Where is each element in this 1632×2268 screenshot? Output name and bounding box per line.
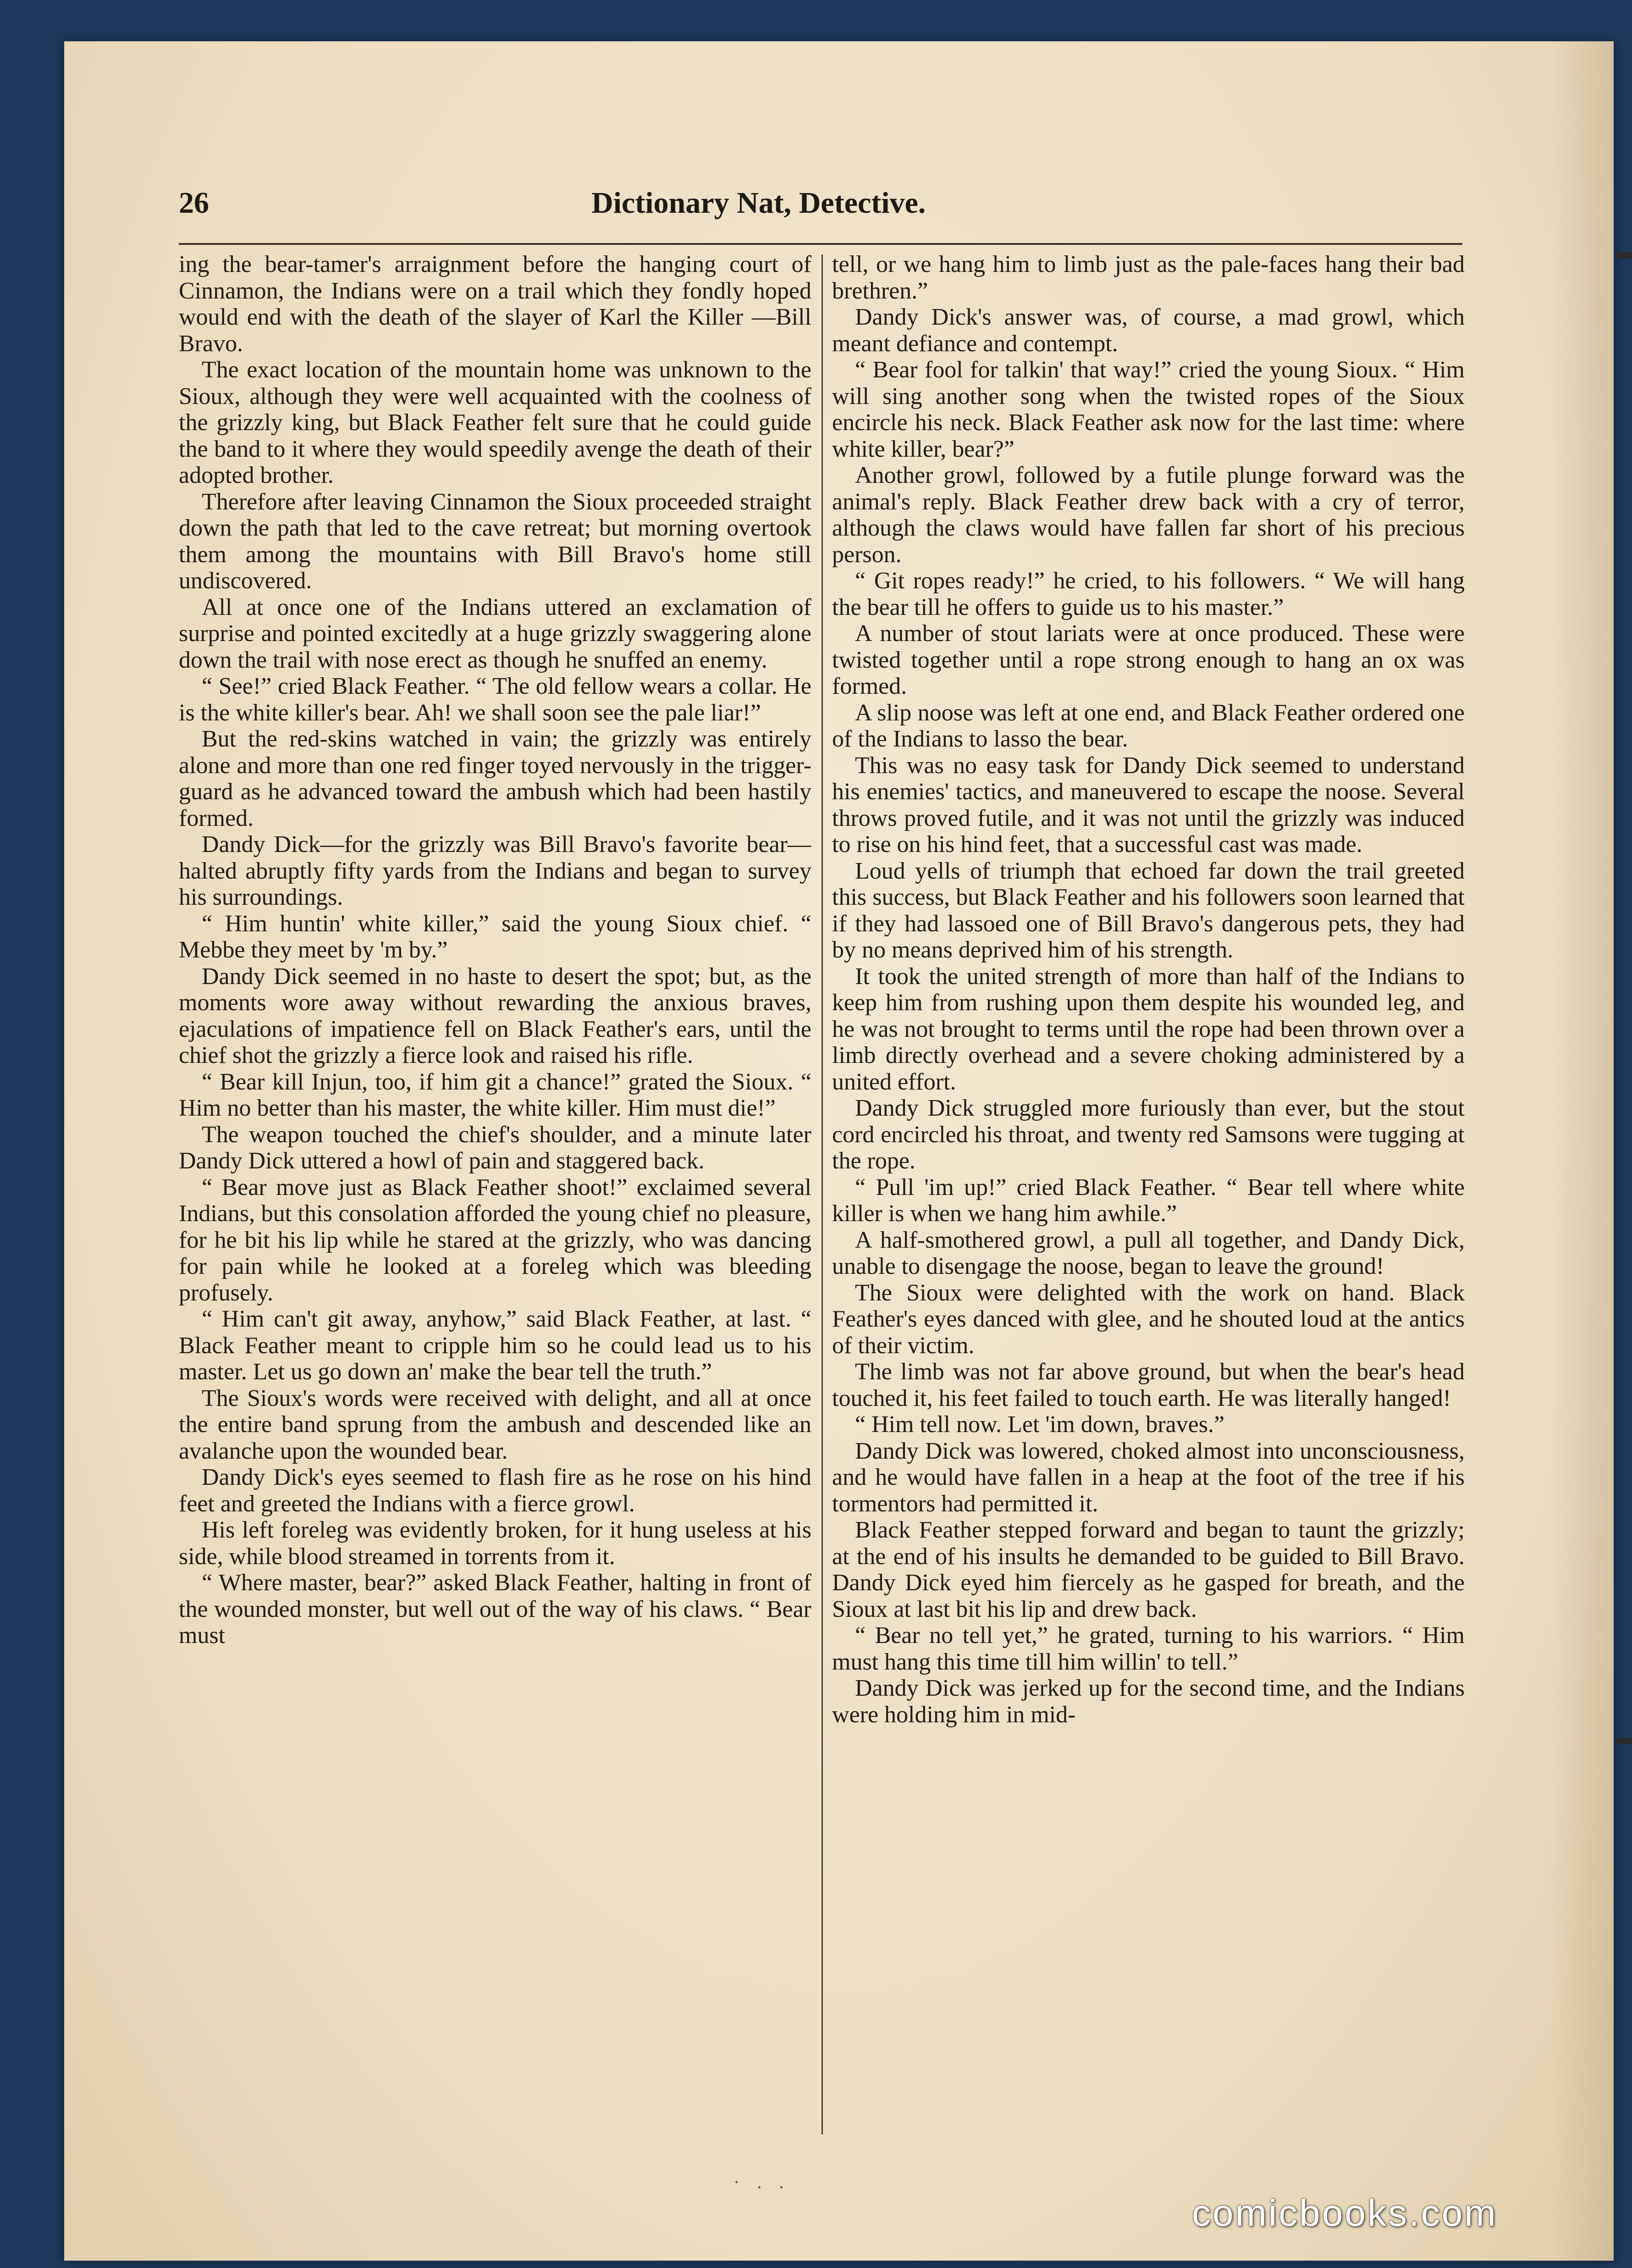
binding-stitch [1616, 252, 1632, 259]
paragraph: Therefore after leaving Cinnamon the Sioux proceeded straight down the path that led to the cave retreat; but morning overtook them among the mountains with Bill Bravo's home still undiscovered. [179, 488, 811, 594]
paragraph: A number of stout lariats were at once produced. These were twisted together until a rope strong enough to hang an ox was formed. [832, 620, 1465, 699]
paragraph: “ Bear kill Injun, too, if him git a chance!” grated the Sioux. “ Him no better than his master, the white killer. Him must die!” [179, 1068, 811, 1121]
paragraph: His left foreleg was evidently broken, for it hung useless at his side, while blood streamed in torrents from it. [179, 1517, 811, 1570]
paragraph: “ Him can't git away, anyhow,” said Black Feather, at last. “ Black Feather meant to cripple him so he could lead us to his master. Let us go down an' make the bear tell the truth.” [179, 1306, 811, 1385]
paragraph: It took the united strength of more than half of the Indians to keep him from rushing upon them despite his wounded leg, and he was not brought to terms until the rope had been thrown over a limb directly overhead and a severe choking administered by a united effort. [832, 963, 1465, 1095]
paragraph: Dandy Dick's answer was, of course, a mad growl, which meant defiance and contempt. [832, 304, 1465, 357]
paragraph: Dandy Dick was jerked up for the second time, and the Indians were holding him in mid- [832, 1675, 1465, 1728]
paragraph: The exact location of the mountain home was unknown to the Sioux, although they were well acquainted with the coolness of the grizzly king, but Black Feather felt sure that he could guide the band to it where they would speedily avenge the death of their adopted brother. [179, 357, 811, 488]
paragraph: “ Git ropes ready!” he cried, to his followers. “ We will hang the bear till he offers to guide us to his master.” [832, 568, 1465, 620]
paragraph: “ Bear move just as Black Feather shoot!” exclaimed several Indians, but this consolation afforded the young chief no pleasure, for he bit his lip while he stared at the grizzly, who was dancing for pain while he looked at a foreleg which was bleeding profusely. [179, 1174, 811, 1306]
paragraph: All at once one of the Indians uttered an exclamation of surprise and pointed excitedly at a huge grizzly swaggering alone down the trail with nose erect as though he snuffed an enemy. [179, 594, 811, 673]
paragraph: “ Bear fool for talkin' that way!” cried the young Sioux. “ Him will sing another song when the twisted ropes of the Sioux encircle his neck. Black Feather ask now for the last time: where white killer, bear?” [832, 357, 1465, 462]
header-rule [179, 243, 1462, 245]
paragraph: A slip noose was left at one end, and Black Feather ordered one of the Indians to lasso the bear. [832, 699, 1465, 752]
paragraph: “ Him huntin' white killer,” said the young Sioux chief. “ Mebbe they meet by 'm by.” [179, 910, 811, 963]
paragraph: “ Where master, bear?” asked Black Feather, halting in front of the wounded monster, but well out of the way of his claws. “ Bear must [179, 1570, 811, 1648]
paragraph: Loud yells of triumph that echoed far down the trail greeted this success, but Black Feather and his followers soon learned that if they had lassoed one of Bill Bravo's dangerous pets, they had by no means deprived him of his strength. [832, 857, 1465, 963]
watermark: comicbooks.com [1192, 2192, 1498, 2234]
page-header [179, 186, 1077, 236]
paragraph: This was no easy task for Dandy Dick seemed to understand his enemies' tactics, and maneuvered to escape the noose. Several throws proved futile, and it was not until the grizzly was induced to rise on his hind feet, that a successful cast was made. [832, 752, 1465, 857]
paragraph: Dandy Dick was lowered, choked almost into unconsciousness, and he would have fallen in a heap at the foot of the tree if his tormentors had permitted it. [832, 1438, 1465, 1517]
paragraph: The weapon touched the chief's shoulder, and a minute later Dandy Dick uttered a howl of pain and staggered back. [179, 1121, 811, 1174]
paragraph: “ Bear no tell yet,” he grated, turning to his warriors. “ Him must hang this time till him willin' to tell.” [832, 1622, 1465, 1675]
column-divider [822, 254, 823, 2135]
paragraph: Dandy Dick—for the grizzly was Bill Bravo's favorite bear—halted abruptly fifty yards from the Indians and began to survey his surroundings. [179, 831, 811, 910]
page-dots: · . . [733, 2172, 790, 2192]
page-number: 26 [179, 186, 209, 220]
paragraph: The Sioux's words were received with delight, and all at once the entire band sprung from the ambush and descended like an avalanche upon the wounded bear. [179, 1385, 811, 1464]
binding-stitch [1616, 1738, 1632, 1744]
paragraph: “ Him tell now. Let 'im down, braves.” [855, 1411, 1225, 1438]
paragraph: But the red-skins watched in vain; the grizzly was entirely alone and more than one red finger toyed nervously in the trigger-guard as he advanced toward the ambush which had been hastily formed. [179, 726, 811, 831]
paragraph: A half-smothered growl, a pull all together, and Dandy Dick, unable to disengage the noose, began to leave the ground! [832, 1227, 1465, 1279]
paragraph: Black Feather stepped forward and began to taunt the grizzly; at the end of his insults he demanded to be guided to Bill Bravo. Dandy Dick eyed him fiercely as he gasped for breath, and the Sioux at last bit his lip and drew back. [832, 1517, 1465, 1622]
paragraph: Dandy Dick struggled more furiously than ever, but the stout cord encircled his throat, and twenty red Samsons were tugging at the rope. [832, 1095, 1465, 1174]
page-title: Dictionary Nat, Detective. [591, 186, 926, 220]
paragraph: Another growl, followed by a futile plunge forward was the animal's reply. Black Feather drew back with a cry of terror, although the claws would have fallen far short of his precious person. [832, 462, 1465, 568]
paragraph: Dandy Dick's eyes seemed to flash fire as he rose on his hind feet and greeted the Indians with a fierce growl. [179, 1464, 811, 1517]
paragraph: ing the bear-tamer's arraignment before the hanging court of Cinnamon, the Indians were on a trail which they fondly hoped would end with the death of the slayer of Karl the Killer —Bill Bravo. [179, 251, 811, 357]
paragraph: The Sioux were delighted with the work on hand. Black Feather's eyes danced with glee, and he shouted loud at the antics of their victim. [832, 1279, 1465, 1359]
right-column [832, 251, 1465, 2154]
paragraph: “ Pull 'im up!” cried Black Feather. “ Bear tell where white killer is when we hang him awhile.” [832, 1174, 1465, 1227]
paragraph: tell, or we hang him to limb just as the pale-faces hang their bad brethren.” [832, 251, 1465, 304]
paragraph: The limb was not far above ground, but when the bear's head touched it, his feet failed to touch earth. He was literally hanged! [832, 1359, 1465, 1411]
paragraph: Dandy Dick seemed in no haste to desert the spot; but, as the moments wore away without rewarding the anxious braves, ejaculations of impatience fell on Black Feather's ears, until the chief shot the grizzly a fierce look and raised his rifle. [179, 963, 811, 1068]
left-column [179, 251, 811, 2154]
paragraph: “ See!” cried Black Feather. “ The old fellow wears a collar. He is the white killer's bear. Ah! we shall soon see the pale liar!” [179, 673, 811, 726]
